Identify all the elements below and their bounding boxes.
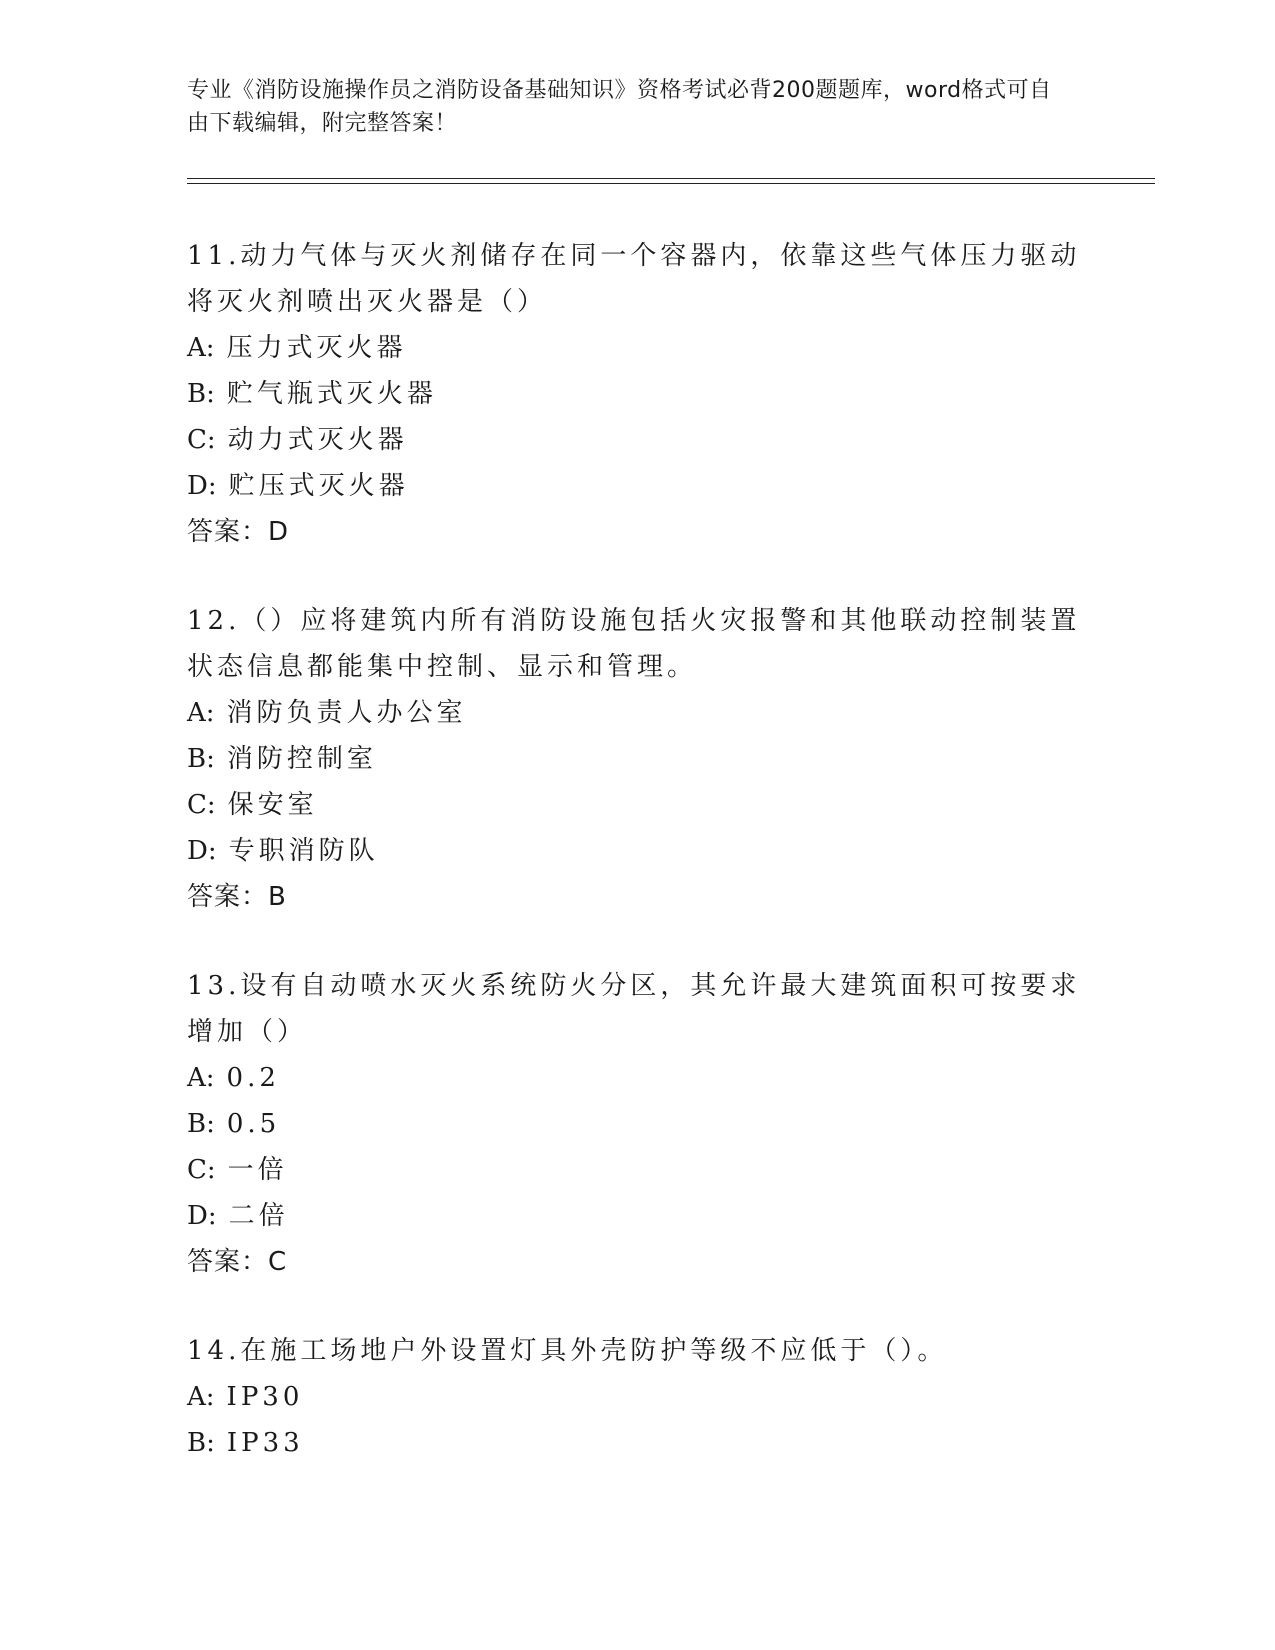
header-divider-bottom <box>187 183 1155 184</box>
question-text: 11.动力气体与灭火剂储存在同一个容器内，依靠这些气体压力驱动将灭火剂喷出灭火器是（） <box>187 241 1081 317</box>
option-label: C: <box>187 1155 216 1185</box>
option-b <box>187 371 1087 417</box>
option-text: 消防控制室 <box>226 744 377 774</box>
option-label: D: <box>187 471 217 501</box>
option-text: 保安室 <box>227 790 318 820</box>
option-text: 一倍 <box>227 1155 288 1185</box>
option-c <box>187 782 1087 828</box>
option-label: D: <box>187 1201 217 1231</box>
question-12 <box>187 598 1087 920</box>
option-label: C: <box>187 425 216 455</box>
option-label: B: <box>187 1109 215 1139</box>
option-text: 二倍 <box>228 1201 289 1231</box>
option-text: 贮压式灭火器 <box>228 471 409 501</box>
option-b <box>187 736 1087 782</box>
option-d <box>187 828 1087 874</box>
option-label: A: <box>187 1063 215 1093</box>
option-label: B: <box>187 379 215 409</box>
option-label: A: <box>187 698 215 728</box>
question-text: 13.设有自动喷水灭火系统防火分区，其允许最大建筑面积可按要求增加（） <box>187 971 1081 1047</box>
answer: 答案：B <box>187 882 287 912</box>
option-a <box>187 325 1087 371</box>
header-divider-top <box>187 178 1155 179</box>
option-text: 0.2 <box>226 1063 280 1093</box>
option-label: A: <box>187 333 215 363</box>
answer: 答案：C <box>187 1247 288 1277</box>
option-text: 0.5 <box>226 1109 281 1139</box>
option-text: IP33 <box>226 1428 304 1458</box>
option-label: A: <box>187 1382 215 1412</box>
option-d <box>187 1193 1087 1239</box>
option-label: D: <box>187 836 217 866</box>
option-text: 压力式灭火器 <box>226 333 407 363</box>
option-b <box>187 1420 1087 1466</box>
option-label: B: <box>187 1428 215 1458</box>
option-label: B: <box>187 744 215 774</box>
option-text: 动力式灭火器 <box>227 425 408 455</box>
option-label: C: <box>187 790 216 820</box>
question-text: 14.在施工场地户外设置灯具外壳防护等级不应低于（）。 <box>187 1336 948 1366</box>
option-c <box>187 417 1087 463</box>
option-a <box>187 1374 1087 1420</box>
option-c <box>187 1147 1087 1193</box>
question-14 <box>187 1328 1087 1466</box>
answer: 答案：D <box>187 517 290 547</box>
document-header: 专业《消防设施操作员之消防设备基础知识》资格考试必背200题题库，word格式可自由下载编辑，附完整答案！ <box>187 78 1052 136</box>
question-13 <box>187 963 1087 1285</box>
option-text: 专职消防队 <box>228 836 379 866</box>
option-b <box>187 1101 1087 1147</box>
option-text: IP30 <box>226 1382 304 1412</box>
question-11 <box>187 233 1087 555</box>
option-text: 消防负责人办公室 <box>226 698 467 728</box>
option-text: 贮气瓶式灭火器 <box>226 379 437 409</box>
option-a <box>187 1055 1087 1101</box>
option-d <box>187 463 1087 509</box>
question-text: 12.（）应将建筑内所有消防设施包括火灾报警和其他联动控制装置状态信息都能集中控制、显示和管理。 <box>187 606 1081 682</box>
option-a <box>187 690 1087 736</box>
